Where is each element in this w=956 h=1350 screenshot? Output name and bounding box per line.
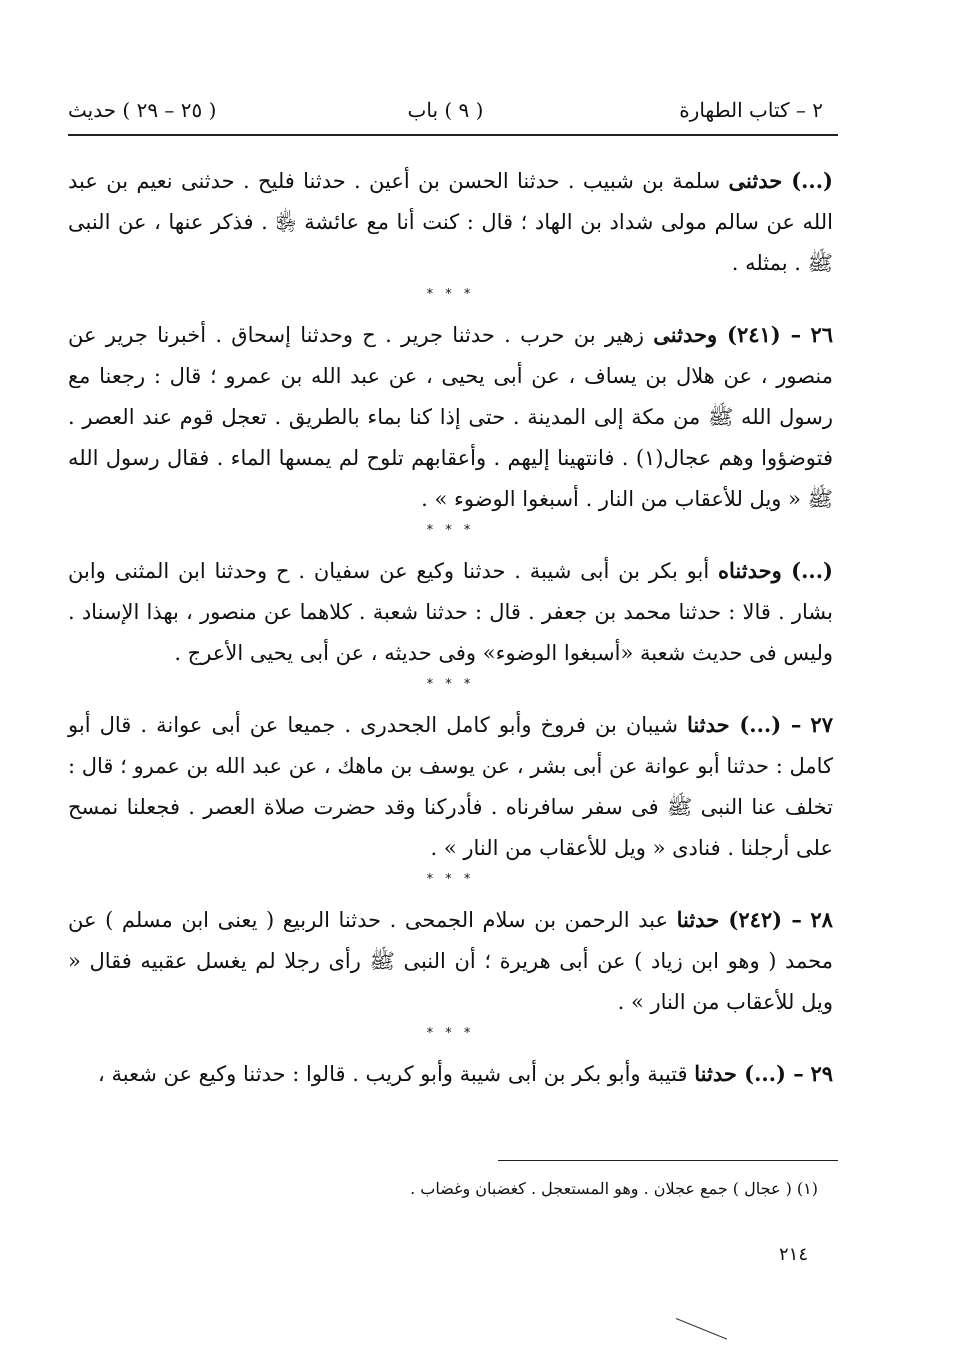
hadith-text: سلمة بن شبيب . حدثنا الحسن بن أعين . حدثنا فليح . حدثنى نعيم بن عبد الله عن سالم مولى شداد بن الهاد ؛ قال : كنت أنا مع عائشة ﵂ . فذكر عنها ، عن النبى ﷺ . بمثله . bbox=[68, 169, 833, 275]
hadith-text: أبو بكر بن أبى شيبة . حدثنا وكيع عن سفيان . ح وحدثنا ابن المثنى وابن بشار . قالا : حدثنا محمد بن جعفر . قال : حدثنا شعبة . كلاهما عن منصور ، بهذا الإسناد . وليس فى حديث شعبة «أسبغوا الوضوء» وفى حديثه ، عن أبى يحيى الأعرج . bbox=[68, 559, 833, 665]
hadith-lead: (...) وحدثناه bbox=[718, 558, 833, 583]
hadith-lead: – (...) حدثنا bbox=[687, 712, 802, 737]
footnote-divider bbox=[498, 1160, 838, 1161]
footnote: (١) ( عجال ) جمع عجلان . وهو المستعجل . كغضبان وغضاب . bbox=[410, 1179, 818, 1198]
section-separator: * * * bbox=[426, 1026, 475, 1041]
hadith-number: ٢٦ bbox=[810, 322, 833, 347]
hadith-text: عبد الرحمن بن سلام الجمحى . حدثنا الربيع ( يعنى ابن مسلم ) عن محمد ( وهو ابن زياد ) عن أبى هريرة ؛ أن النبى ﷺ رأى رجلا لم يغسل عقبيه فقال « ويل للأعقاب من النار » . bbox=[68, 908, 833, 1014]
section-separator: * * * bbox=[426, 872, 475, 887]
hadith-text: قتيبة وأبو بكر بن أبى شيبة وأبو كريب . قالوا : حدثنا وكيع عن شعبة ، bbox=[98, 1062, 688, 1086]
hadith-text: زهير بن حرب . حدثنا جرير . ح وحدثنا إسحاق . أخبرنا جرير عن منصور ، عن هلال بن يساف ، عن أبى يحيى ، عن عبد الله بن عمرو ؛ قال : رجعنا مع رسول الله ﷺ من مكة إلى المدينة . حتى إذا كنا بماء بالطريق . تعجل قوم عند العصر . فتوضؤوا وهم عجال(١) . فانتهينا إليهم . وأعقابهم تلوح لم يمسها الماء . فقال رسول الله ﷺ « ويل للأعقاب من النار . أسبغوا الوضوء » . bbox=[68, 323, 834, 511]
hadith-body bbox=[68, 160, 833, 1095]
hadith-number: ٢٨ bbox=[810, 907, 833, 932]
hadith-text: شيبان بن فروخ وأبو كامل الجحدرى . جميعا عن أبى عوانة . قال أبو كامل : حدثنا أبو عوانة عن أبى بشر ، عن يوسف بن ماهك ، عن عبد الله بن عمرو ؛ قال : تخلف عنا النبى ﷺ فى سفر سافرناه . فأدركنا وقد حضرت صلاة العصر . فجعلنا نمسح على أرجلنا . فنادى « ويل للأعقاب من النار » . bbox=[68, 713, 833, 860]
hadith-paragraph bbox=[68, 899, 833, 1023]
hadith-lead: – (٢٤٢) حدثنا bbox=[676, 907, 802, 932]
hadith-number: ٢٧ bbox=[810, 712, 833, 737]
section-separator: * * * bbox=[426, 523, 475, 538]
header-chapter: ( ٩ ) باب bbox=[407, 98, 484, 122]
page-number: ٢١٤ bbox=[778, 1244, 808, 1265]
scan-mark bbox=[676, 1318, 727, 1340]
section-separator: * * * bbox=[426, 677, 475, 692]
hadith-lead: – (...) حدثنا bbox=[694, 1061, 804, 1086]
hadith-paragraph bbox=[68, 1053, 833, 1095]
header-divider bbox=[68, 134, 838, 136]
hadith-paragraph bbox=[68, 314, 833, 520]
section-separator: * * * bbox=[426, 287, 475, 302]
hadith-lead: – (٢٤١) وحدثنى bbox=[653, 322, 802, 347]
hadith-lead: (...) حدثنى bbox=[728, 168, 833, 193]
hadith-paragraph bbox=[68, 160, 833, 284]
hadith-paragraph bbox=[68, 704, 833, 869]
hadith-number: ٢٩ bbox=[810, 1061, 833, 1086]
hadith-paragraph bbox=[68, 550, 833, 674]
header-hadith-range: ( ٢٥ – ٢٩ ) حديث bbox=[68, 98, 217, 122]
running-header bbox=[68, 98, 823, 132]
header-book-title: ٢ – كتاب الطهارة bbox=[679, 98, 823, 122]
